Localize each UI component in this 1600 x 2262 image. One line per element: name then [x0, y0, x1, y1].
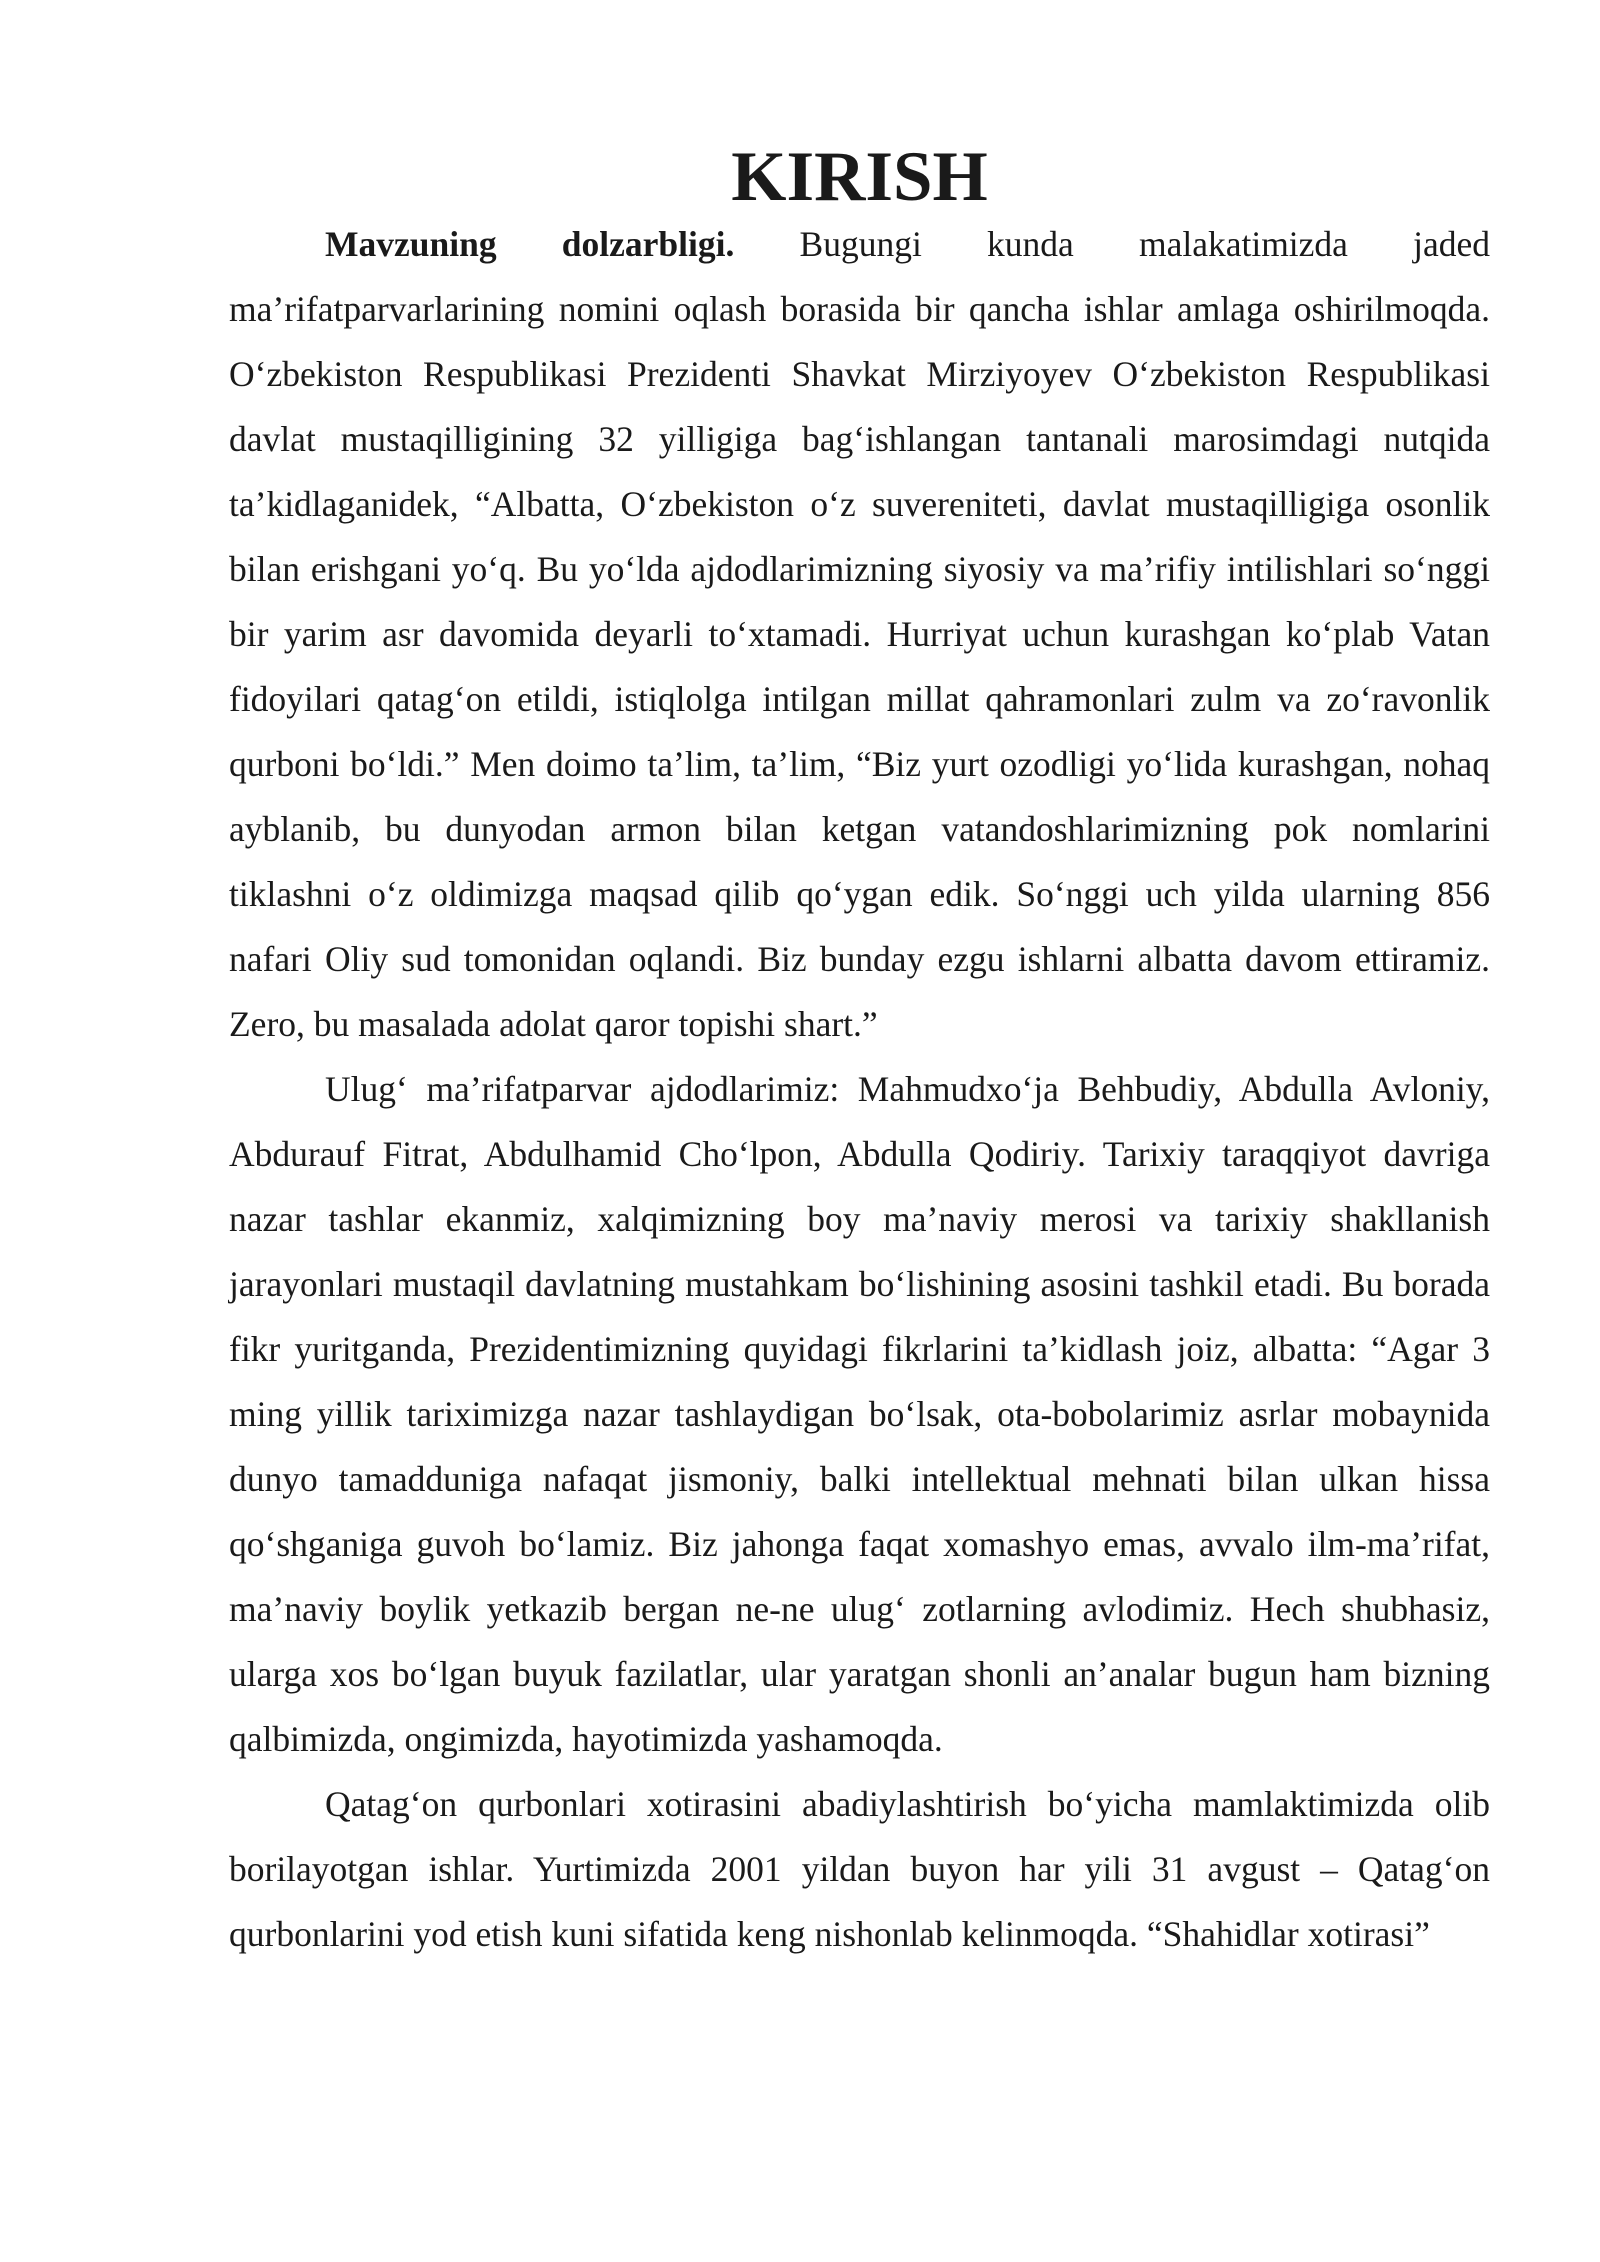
paragraph-text: Ulug‘ ma’rifatparvar ajdodlarimiz: Mahmudxo‘ja Behbudiy, Abdulla Avloniy, Abdurauf Fitrat, Abdulhamid Cho‘lpon, Abdulla Qodiriy. Tarixiy taraqqiyot davriga nazar tashlar ekanmiz, xalqimizning boy ma’naviy merosi va tarixiy shakllanish jarayonlari mustaqil davlatning mustahkam bo‘lishining asosini tashkil etadi. Bu borada fikr yuritganda, Prezidentimizning quyidagi fikrlarini ta’kidlash joiz, albatta: “Agar 3 ming yillik tariximizga nazar tashlaydigan bo‘lsak, ota-bobolarimiz asrlar mobaynida dunyo tamadduniga nafaqat jismoniy, balki intellektual mehnati bilan ulkan hissa qo‘shganiga guvoh bo‘lamiz. Biz jahonga faqat xomashyo emas, avvalo ilm-ma’rifat, ma’naviy boylik yetkazib bergan ne-ne ulug‘ zotlarning avlodimiz. Hech shubhasiz, ularga xos bo‘lgan buyuk fazilatlar, ular yaratgan shonli an’analar bugun ham bizning qalbimizda, ongimizda, hayotimizda yashamoqda.	[229, 1069, 1490, 1759]
paragraph-text: Qatag‘on qurbonlari xotirasini abadiylashtirish bo‘yicha mamlaktimizda olib borilayotgan ishlar. Yurtimizda 2001 yildan buyon har yili 31 avgust – Qatag‘on qurbonlarini yod etish kuni sifatida keng nishonlab kelinmoqda. “Shahidlar xotirasi”	[229, 1784, 1490, 1954]
paragraph-ancestors	[229, 1057, 1490, 1772]
paragraph-lead: Mavzuning dolzarbligi.	[325, 224, 735, 264]
paragraph-repression-memory	[229, 1772, 1490, 1967]
paragraph-relevance	[229, 212, 1490, 1057]
document-body	[229, 138, 1490, 1967]
page-title: KIRISH	[731, 138, 988, 216]
paragraph-text: Bugungi kunda malakatimizda jaded ma’rifatparvarlarining nomini oqlash borasida bir qancha ishlar amlaga oshirilmoqda. O‘zbekiston Respublikasi Prezidenti Shavkat Mirziyoyev O‘zbekiston Respublikasi davlat mustaqilligining 32 yilligiga bag‘ishlangan tantanali marosimdagi nutqida ta’kidlaganidek, “Albatta, O‘zbekiston o‘z suvereniteti, davlat mustaqilligiga osonlik bilan erishgani yo‘q. Bu yo‘lda ajdodlarimizning siyosiy va ma’rifiy intilishlari so‘nggi bir yarim asr davomida deyarli to‘xtamadi. Hurriyat uchun kurashgan ko‘plab Vatan fidoyilari qatag‘on etildi, istiqlolga intilgan millat qahramonlari zulm va zo‘ravonlik qurboni bo‘ldi.” Men doimo ta’lim, ta’lim, “Biz yurt ozodligi yo‘lida kurashgan, nohaq ayblanib, bu dunyodan armon bilan ketgan vatandoshlarimizning pok nomlarini tiklashni o‘z oldimizga maqsad qilib qo‘ygan edik. So‘nggi uch yilda ularning 856 nafari Oliy sud tomonidan oqlandi. Biz bunday ezgu ishlarni albatta davom ettiramiz. Zero, bu masalada adolat qaror topishi shart.”	[229, 224, 1490, 1044]
